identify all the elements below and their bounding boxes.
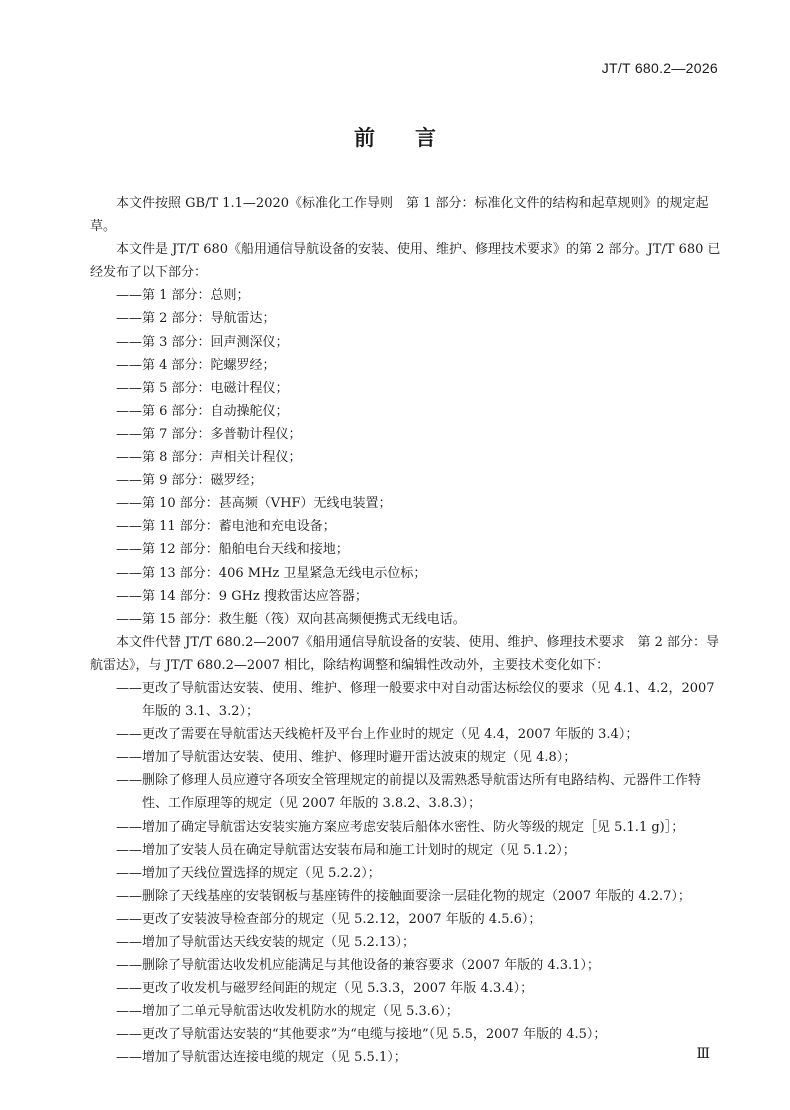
list-item: ——第 2 部分：导航雷达； bbox=[116, 311, 276, 327]
list-item: ——第 13 部分：406 MHz 卫星紧急无线电示位标； bbox=[116, 565, 427, 581]
replacement-paragraph: 本文件代替 JT/T 680.2—2007《船用通信导航设备的安装、使用、维护、修理技术要求 第 2 部分：导航雷达》，与 JT/T 680.2—2007 相比，除结构调整和编辑性改动外，主要技术变化如下： bbox=[90, 634, 720, 673]
list-item: ——更改了安装波导检查部分的规定（见 5.2.12，2007 年版的 4.5.6）； bbox=[116, 911, 542, 927]
intro-paragraph-2: 本文件是 JT/T 680《船用通信导航设备的安装、使用、维护、修理技术要求》的第 2 部分。JT/T 680 已经发布了以下部分： bbox=[90, 242, 721, 281]
standard-code: JT/T 680.2—2026 bbox=[601, 60, 718, 76]
changes-list bbox=[90, 677, 722, 1070]
list-item: ——删除了修理人员应遵守各项安全管理规定的前提以及需熟悉导航雷达所有电路结构、元器件工作特性、工作原理等的规定（见 2007 年版的 3.8.2、3.8.3）； bbox=[116, 773, 702, 812]
list-item: ——增加了确定导航雷达安装实施方案应考虑安装后船体水密性、防火等级的规定［见 5.1.1 g)］； bbox=[116, 819, 685, 835]
list-item: ——增加了导航雷达连接电缆的规定（见 5.5.1）； bbox=[116, 1050, 407, 1066]
page-title: 前言 bbox=[354, 126, 476, 150]
list-item: ——增加了安装人员在确定导航雷达安装布局和施工计划时的规定（见 5.1.2）； bbox=[116, 842, 576, 858]
list-item: ——更改了收发机与磁罗经间距的规定（见 5.3.3，2007 年版 4.3.4）； bbox=[116, 981, 534, 997]
list-item: ——第 10 部分：甚高频（VHF）无线电装置； bbox=[116, 496, 392, 512]
list-item: ——更改了需要在导航雷达天线桅杆及平台上作业时的规定（见 4.4，2007 年版的 3.4）； bbox=[116, 727, 639, 743]
list-item: ——第 1 部分：总则； bbox=[116, 288, 250, 304]
list-item: ——增加了导航雷达安装、使用、维护、修理时避开雷达波束的规定（见 4.8）； bbox=[116, 750, 577, 766]
list-item: ——第 14 部分：9 GHz 搜救雷达应答器； bbox=[116, 588, 368, 604]
list-item: ——更改了导航雷达安装、使用、维护、修理一般要求中对自动雷达标绘仪的要求（见 4.1、4.2，2007 年版的 3.1、3.2）； bbox=[116, 680, 715, 720]
list-item: ——第 3 部分：回声测深仪； bbox=[116, 334, 289, 350]
parts-list bbox=[90, 284, 722, 630]
list-item: ——增加了导航雷达天线安装的规定（见 5.2.13）； bbox=[116, 935, 415, 950]
list-item: ——第 12 部分：船舶电台天线和接地； bbox=[116, 542, 349, 558]
list-item: ——第 5 部分：电磁计程仪； bbox=[116, 380, 289, 396]
document-body bbox=[90, 192, 722, 1070]
list-item: ——增加了二单元导航雷达收发机防水的规定（见 5.3.6）； bbox=[116, 1004, 459, 1020]
list-item: ——删除了天线基座的安装钢板与基座铸件的接触面要涂一层硅化物的规定（2007 年版的 4.2.7）； bbox=[116, 888, 691, 904]
intro-paragraph-1: 本文件按照 GB/T 1.1—2020《标准化工作导则 第 1 部分：标准化文件的结构和起草规则》的规定起草。 bbox=[90, 196, 709, 235]
list-item: ——第 15 部分：救生艇（筏）双向甚高频便携式无线电话。 bbox=[116, 611, 466, 627]
list-item: ——第 9 部分：磁罗经； bbox=[116, 473, 263, 489]
list-item: ——第 4 部分：陀螺罗经； bbox=[116, 357, 276, 373]
list-item: ——第 11 部分：蓄电池和充电设备； bbox=[116, 519, 336, 535]
list-item: ——第 7 部分：多普勒计程仪； bbox=[116, 426, 302, 442]
list-item: ——第 8 部分：声相关计程仪； bbox=[116, 450, 302, 466]
list-item: ——第 6 部分：自动操舵仪； bbox=[116, 403, 289, 419]
list-item: ——增加了天线位置选择的规定（见 5.2.2）； bbox=[116, 865, 381, 881]
list-item: ——更改了导航雷达安装的“其他要求”为“电缆与接地”（见 5.5，2007 年版的 4.5）； bbox=[116, 1027, 607, 1043]
list-item: ——删除了导航雷达收发机应能满足与其他设备的兼容要求（2007 年版的 4.3.1）； bbox=[116, 958, 600, 974]
page-number: Ⅲ bbox=[696, 1046, 710, 1062]
